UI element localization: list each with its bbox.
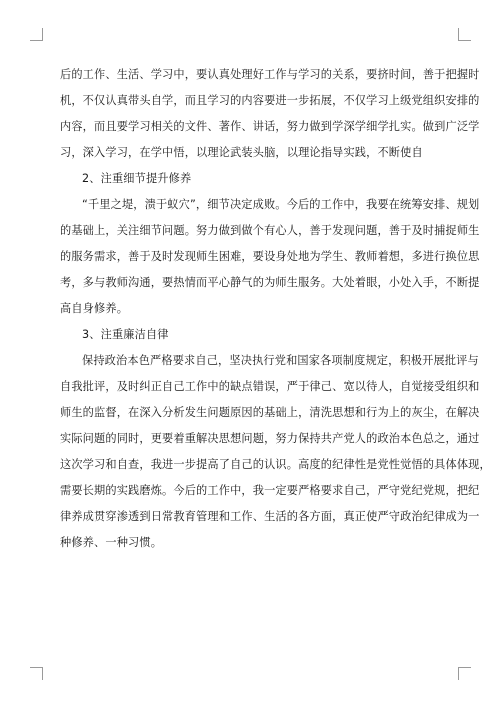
body-text-line: 的服务需求，善于及时发现师生困难，要设身处地为学生、教师着想，多进行换位思 <box>60 250 480 263</box>
page-corner-mark-bottom-right <box>458 667 471 680</box>
body-text-line: 师生的监督，在深入分析发生问题原因的基础上，清洗思想和行为上的灰尘，在解决 <box>60 406 480 419</box>
body-text-line: 自我批评，及时纠正自己工作中的缺点错误，严于律己、宽以待人，自觉接受组织和 <box>60 380 480 393</box>
body-text-line: 实际问题的同时，更要着重解决思想问题，努力保持共产党人的政治本色总之，通过 <box>60 432 480 445</box>
body-text-line: 高自身修养。 <box>60 302 129 315</box>
body-text-line: 这次学习和自查，我进一步提高了自己的认识。高度的纪律性是党性觉悟的具体体现， <box>60 458 491 471</box>
section-heading: 2、注重细节提升修养 <box>82 172 192 185</box>
body-text-line: “千里之堤，溃于蚁穴”，细节决定成败。今后的工作中，我要在统筹安排、规划 <box>82 198 480 211</box>
page-corner-mark-top-right <box>458 28 471 41</box>
body-text-line: 需要长期的实践磨炼。今后的工作中，我一定要严格要求自己，严守党纪党规，把纪 <box>60 484 480 497</box>
section-heading: 3、注重廉洁自律 <box>82 328 169 341</box>
page-corner-mark-bottom-left <box>30 667 43 680</box>
body-text-line: 保持政治本色严格要求自己，坚决执行党和国家各项制度规定，积极开展批评与 <box>82 354 479 367</box>
body-text-line: 内容，而且要学习相关的文件、著作、讲话，努力做到学深学细学扎实。做到广泛学 <box>60 120 480 133</box>
body-text-line: 种修养、一种习惯。 <box>60 536 163 549</box>
body-text-line: 的基础上，关注细节问题。努力做到做个有心人，善于发现问题，善于及时捕捉师生 <box>60 224 480 237</box>
body-text-line: 考，多与教师沟通，要热情而平心静气的为师生服务。大处着眼，小处入手，不断提 <box>60 276 480 289</box>
body-text-line: 律养成贯穿渗透到日常教育管理和工作、生活的各方面，真正使严守政治纪律成为一 <box>60 510 480 523</box>
body-text-line: 机，不仅认真带头自学，而且学习的内容要进一步拓展，不仅学习上级党组织安排的 <box>60 94 480 107</box>
body-text-line: 后的工作、生活、学习中，要认真处理好工作与学习的关系，要挤时间，善于把握时 <box>60 68 480 81</box>
page-corner-mark-top-left <box>30 28 43 41</box>
body-text-line: 习，深入学习，在学中悟，以理论武装头脑，以理论指导实践，不断使自 <box>60 146 423 159</box>
